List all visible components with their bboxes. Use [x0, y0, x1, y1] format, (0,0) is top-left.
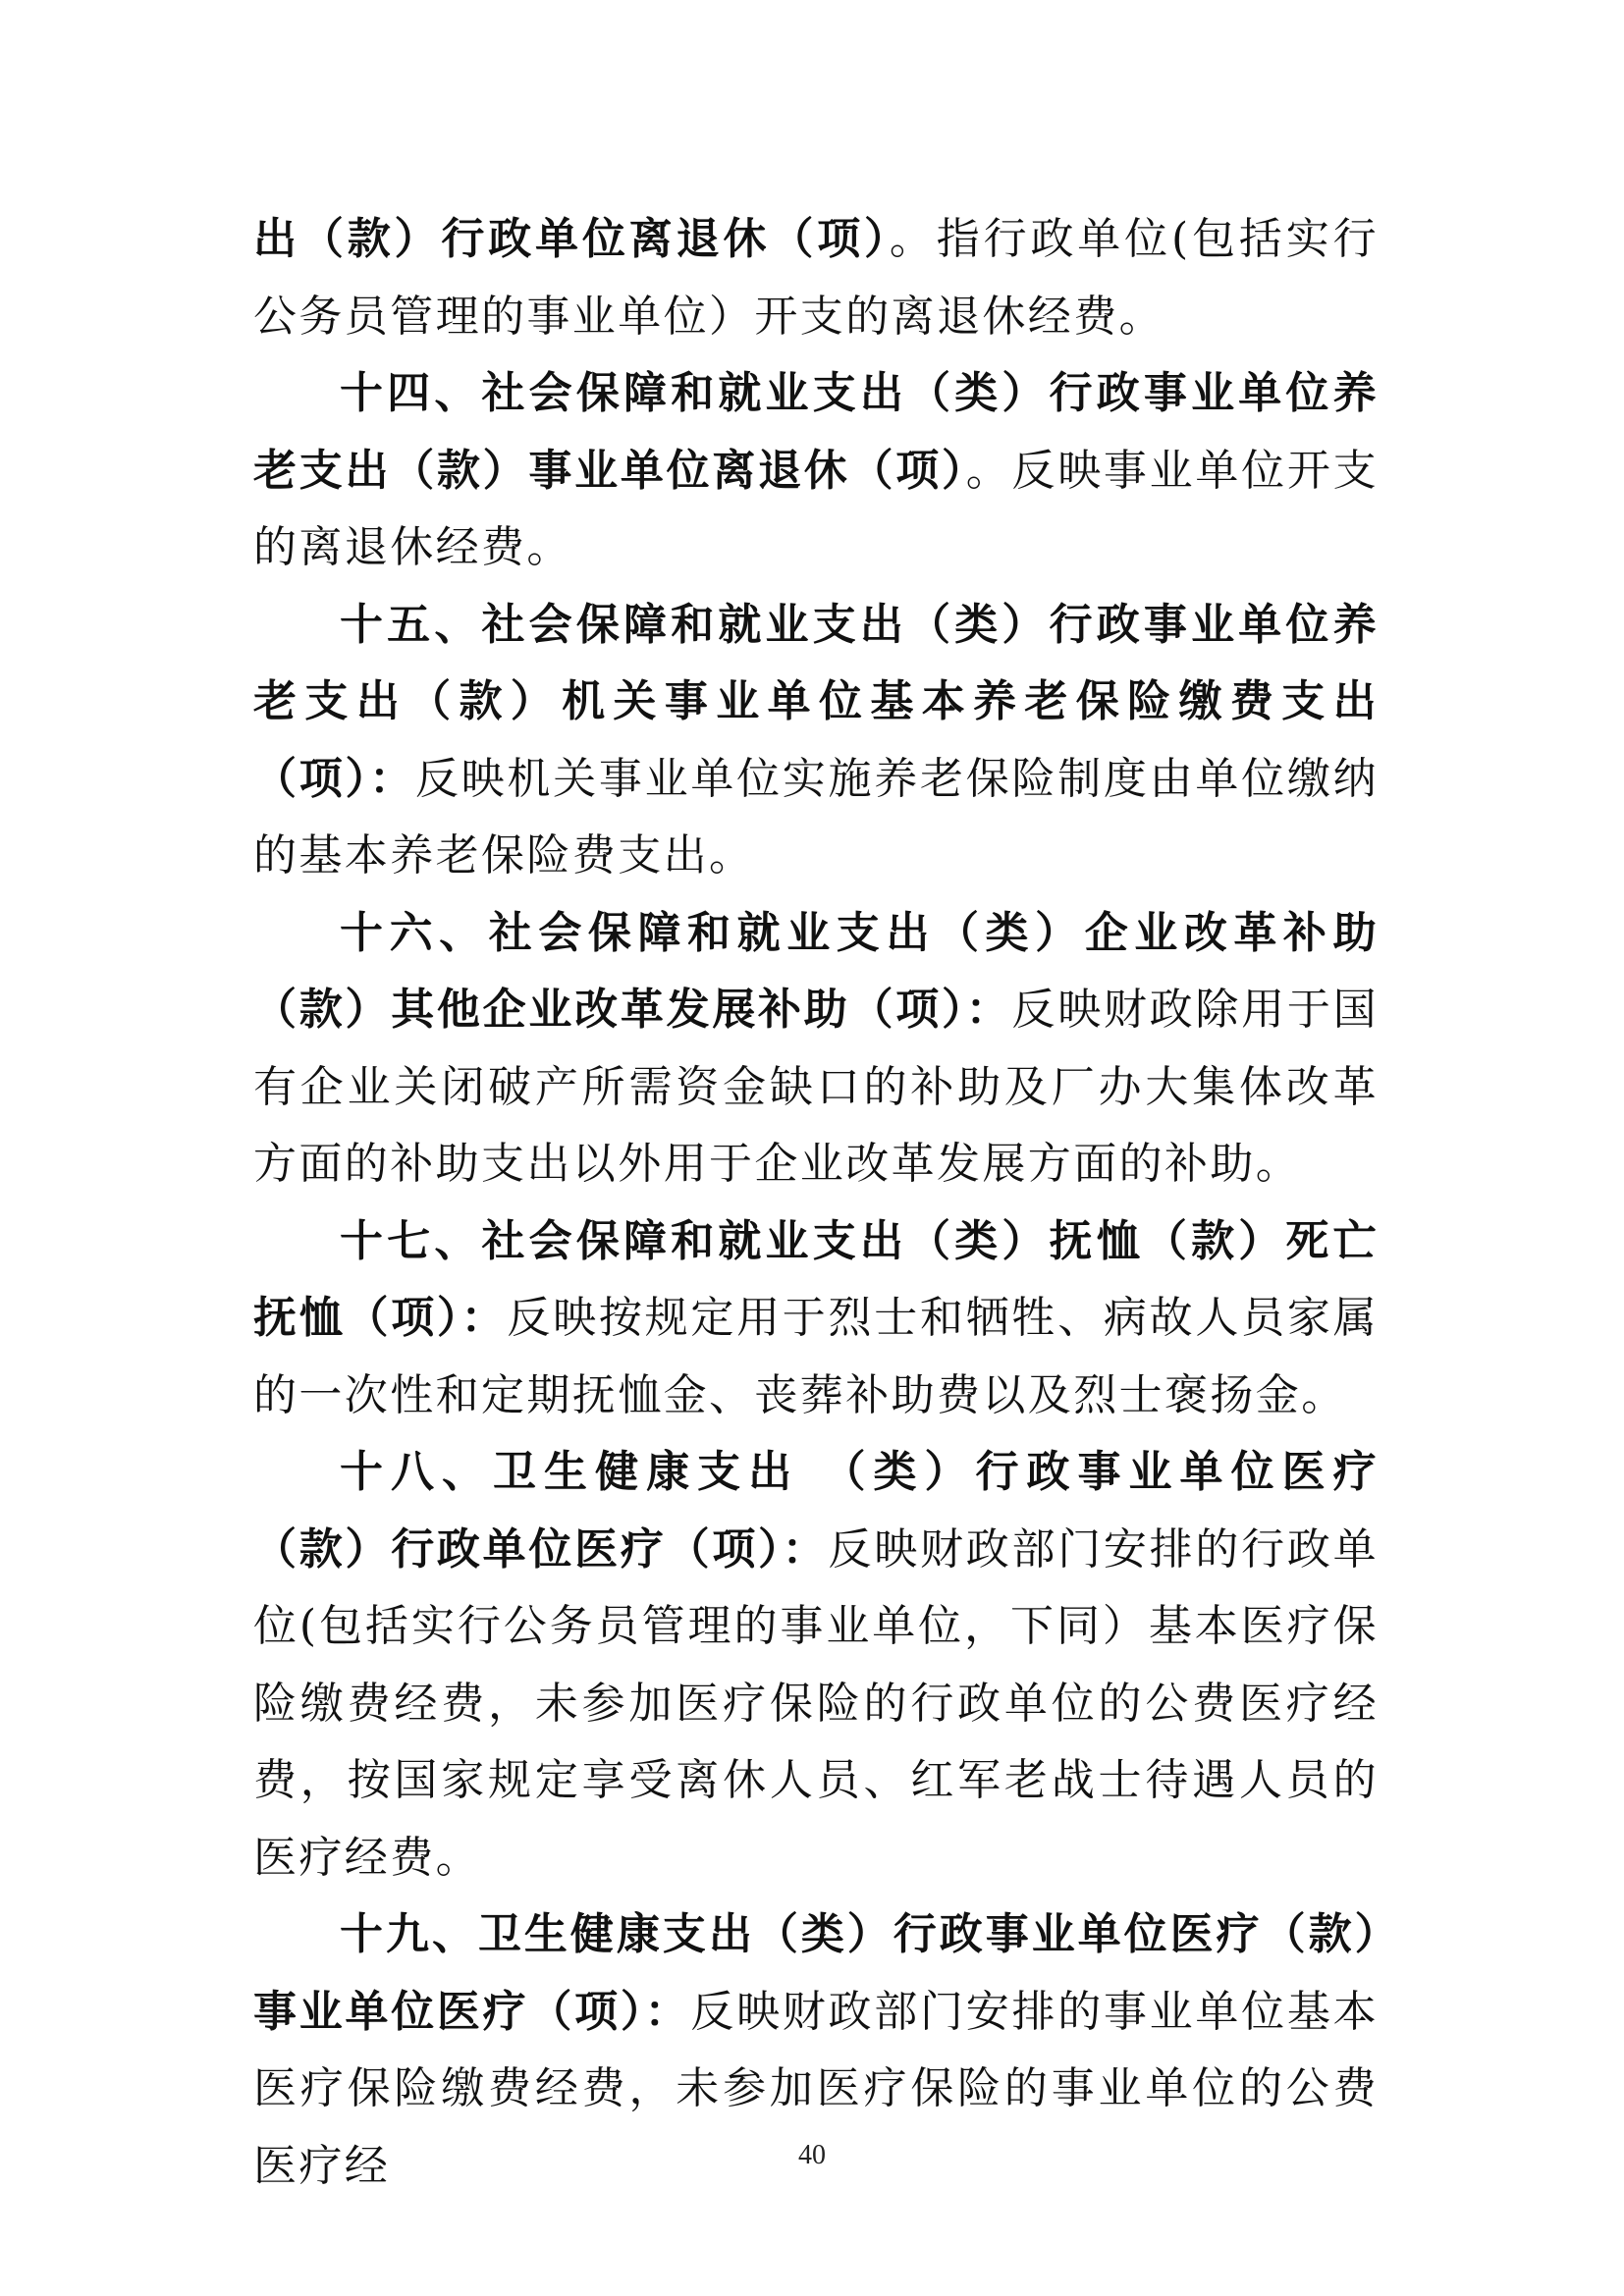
paragraph-heading: 十八、卫生健康支出 （类）行政事业单位医疗（款）行政单位医疗（项）：	[253, 1447, 1379, 1575]
paragraph-item-14	[253, 355, 1379, 587]
paragraph-item-15	[253, 587, 1379, 895]
paragraph-body: 。反映事业单位开支的离退休经费。	[253, 445, 1379, 572]
page-content	[253, 201, 1379, 2205]
paragraph-heading: 十七、社会保障和就业支出（类）抚恤（款）死亡抚恤（项）：	[253, 1215, 1379, 1343]
paragraph-body: 。指行政单位(包括实行公务员管理的事业单位）开支的离退休经费。	[253, 214, 1379, 342]
paragraph-body: 反映财政部门安排的行政单位(包括实行公务员管理的事业单位，下同）基本医疗保险缴费经费，未参加医疗保险的行政单位的公费医疗经费，按国家规定享受离休人员、红军老战士待遇人员的医疗经费。	[253, 1523, 1379, 1883]
paragraph-retirement-admin	[253, 201, 1379, 355]
paragraph-body: 反映按规定用于烈士和牺牲、病故人员家属的一次性和定期抚恤金、丧葬补助费以及烈士褒扬金。	[253, 1293, 1379, 1420]
paragraph-body: 反映财政部门安排的事业单位基本医疗保险缴费经费，未参加医疗保险的事业单位的公费医疗经	[253, 1986, 1380, 2191]
paragraph-heading: 十五、社会保障和就业支出（类）行政事业单位养老支出（款）机关事业单位基本养老保险缴费支出（项）：	[253, 599, 1379, 804]
paragraph-item-17	[253, 1203, 1379, 1435]
paragraph-heading: 十四、社会保障和就业支出（类）行政事业单位养老支出（款）事业单位离退休（项）	[253, 368, 1379, 496]
paragraph-heading: 出（款）行政单位离退休（项）	[253, 214, 890, 264]
page-number: 40	[798, 2140, 826, 2170]
paragraph-body: 反映财政除用于国有企业关闭破产所需资金缺口的补助及厂办大集体改革方面的补助支出以外用于企业改革发展方面的补助。	[253, 985, 1379, 1189]
paragraph-heading: 十九、卫生健康支出（类）行政事业单位医疗（款）事业单位医疗（项）：	[253, 1909, 1379, 2037]
paragraph-item-16	[253, 895, 1379, 1203]
paragraph-item-18	[253, 1434, 1379, 1896]
paragraph-body: 反映机关事业单位实施养老保险制度由单位缴纳的基本养老保险费支出。	[253, 753, 1379, 881]
paragraph-heading: 十六、社会保障和就业支出（类）企业改革补助（款）其他企业改革发展补助（项）：	[253, 907, 1379, 1035]
